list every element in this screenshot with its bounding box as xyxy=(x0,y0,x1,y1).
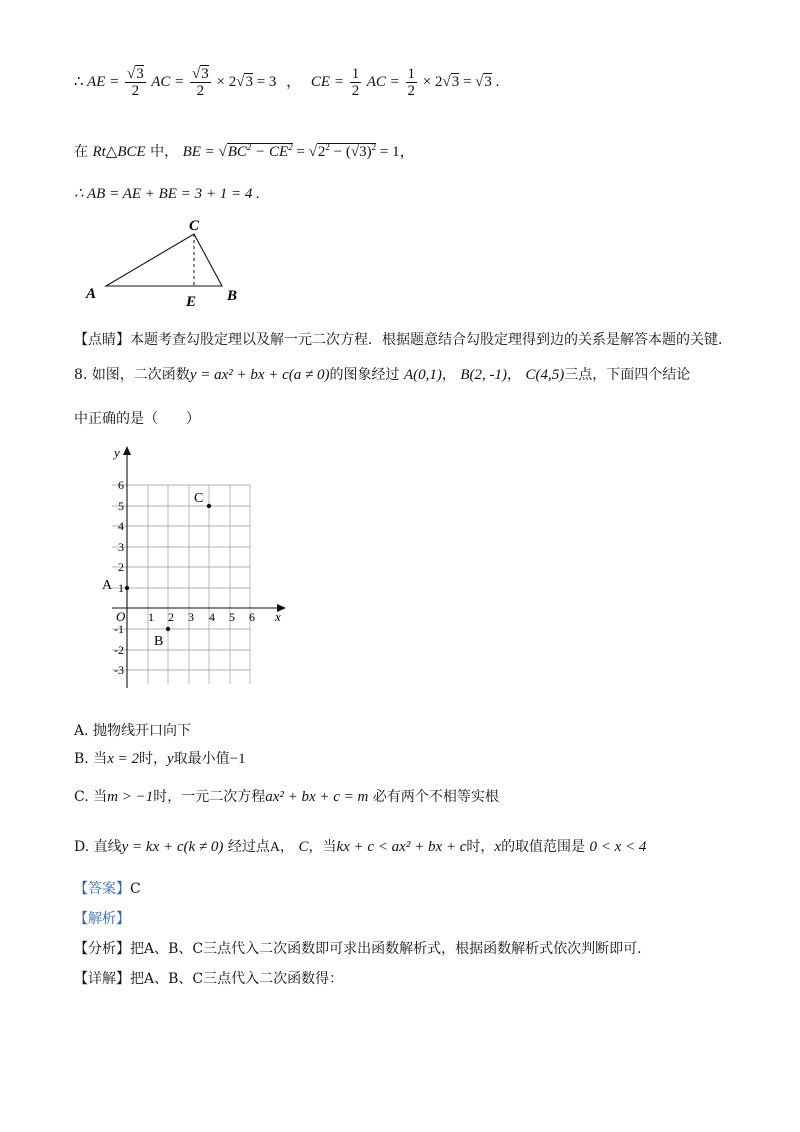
option-c xyxy=(74,786,499,806)
vertex-label-b: B xyxy=(227,288,238,304)
y-tick-labels xyxy=(114,478,124,677)
fenxi-tag: 【分析】 xyxy=(74,941,130,957)
xiangjie-line xyxy=(74,968,343,988)
dianjing-line xyxy=(74,329,732,349)
option-b-y: y xyxy=(166,751,174,767)
equation-ce: CE = $\frac{1}{2}$ AC = $\frac{1}{2}$ × 2√3 = √3 . xyxy=(310,66,500,99)
option-d-sep: ， xyxy=(279,839,294,855)
x-tick-6: 6 xyxy=(249,610,255,624)
option-d-x: x xyxy=(494,839,502,855)
point-c-label: C xyxy=(194,491,204,506)
option-b-math: x = 2 xyxy=(107,751,139,767)
x-tick-5: 5 xyxy=(229,610,235,624)
option-b-post: 取最小值 xyxy=(173,751,230,767)
point-b-dot xyxy=(166,627,170,631)
x-tick-4: 4 xyxy=(209,610,215,624)
question-text-3: 三点，下面四个结论 xyxy=(564,367,691,383)
option-d-pre: D. 直线 xyxy=(74,839,122,855)
y-tick-5: 5 xyxy=(118,499,124,513)
point-a-label: A xyxy=(102,578,113,593)
y-axis-label: y xyxy=(114,445,120,460)
dianjing-text: 本题考查勾股定理以及解一元二次方程．根据题意结合勾股定理得到边的关系是解答本题的关键． xyxy=(130,332,732,348)
x-axis-label: x xyxy=(275,609,281,624)
y-tick-1: 1 xyxy=(118,581,124,595)
coordinate-graph xyxy=(96,440,296,690)
point-b-coord: B(2, -1) xyxy=(460,367,507,383)
grid xyxy=(112,485,250,684)
dianjing-tag: 【点睛】 xyxy=(74,332,130,348)
option-d-line: y = kx + c(k ≠ 0) xyxy=(121,839,224,855)
option-d-when: ，当 xyxy=(308,839,337,855)
option-c-mid: 时，一元二次方程 xyxy=(153,789,266,805)
zai-text: 在 xyxy=(74,144,88,160)
origin-label: O xyxy=(116,609,126,624)
option-b xyxy=(74,748,246,768)
y-tick-6: 6 xyxy=(118,478,124,492)
xiangjie-text: 把A、B、C三点代入二次函数得： xyxy=(130,971,344,987)
x-tick-labels xyxy=(148,610,255,624)
point-a-dot xyxy=(125,586,129,590)
option-c-equation: ax² + bx + c = m xyxy=(265,789,369,805)
x-tick-3: 3 xyxy=(188,610,194,624)
option-c-math: m > −1 xyxy=(107,789,154,805)
equation-ae: AE = $\frac{√3}{2}$ AC = $\frac{√3}{2}$ × 2√3 = 3 xyxy=(87,66,277,99)
option-a: A. 抛物线开口向下 xyxy=(74,723,192,739)
point-b-label: B xyxy=(154,634,164,649)
option-b-value: −1 xyxy=(229,751,246,767)
answer-line xyxy=(74,878,141,898)
xiangjie-tag: 【详解】 xyxy=(74,971,130,987)
solution-line-ae-ce: ∴ AE = $\frac{√3}{2}$ AC = $\frac{√3}{2}$ × 2√3 = 3 ， CE = $\frac{1}{2}$ AC = $\frac{1}{2}$ × 2√3 = √3 . xyxy=(74,66,500,99)
vertex-label-a: A xyxy=(86,286,97,302)
solution-line-be xyxy=(74,140,415,161)
triangle-figure xyxy=(80,210,260,310)
x-tick-1: 1 xyxy=(148,610,154,624)
therefore-symbol: ∴ xyxy=(74,73,84,90)
option-d-point-a: A xyxy=(269,840,280,855)
question-number: 8. xyxy=(74,367,88,383)
point-a-coord: A(0,1) xyxy=(403,367,442,383)
y-tick-neg1: -1 xyxy=(114,622,124,636)
y-tick-neg2: -2 xyxy=(114,643,124,657)
question-8-line-2: 中正确的是（ ） xyxy=(74,411,200,427)
quadratic-function: y = ax² + bx + c(a ≠ 0) xyxy=(189,367,330,383)
option-d xyxy=(74,836,646,856)
vertex-label-c: C xyxy=(189,218,200,234)
question-text-1: 如图，二次函数 xyxy=(91,367,190,383)
option-c-pre: C. 当 xyxy=(74,789,108,805)
jiexi-tag: 【解析】 xyxy=(74,911,130,927)
option-d-range-text: 的取值范围是 xyxy=(501,839,586,855)
y-tick-2: 2 xyxy=(118,560,124,574)
y-tick-3: 3 xyxy=(118,540,124,554)
option-b-pre: B. 当 xyxy=(74,751,108,767)
option-d-range: 0 < x < 4 xyxy=(589,839,647,855)
option-d-point-c: C xyxy=(298,839,309,855)
fenxi-line xyxy=(74,938,651,958)
solution-line-ab: ∴ AB = AE + BE = 3 + 1 = 4 . xyxy=(74,186,260,202)
y-tick-neg3: -3 xyxy=(114,663,124,677)
equation-be: BE = $√BC^2 - CE^2 = √2^2 - (√3)^2 = 1$， xyxy=(182,142,415,160)
option-d-inequality: kx + c < ax² + bx + c xyxy=(336,839,467,855)
x-tick-2: 2 xyxy=(168,610,174,624)
triangle-name: Rt△BCE xyxy=(92,144,146,160)
point-c-dot xyxy=(207,504,211,508)
option-d-mid: 经过点 xyxy=(227,839,270,855)
y-tick-4: 4 xyxy=(118,519,124,533)
question-8-line-1: 8. 如图，二次函数y = ax² + bx + c(a ≠ 0)的图象经过 A(0,1)， B(2, -1)， C(4,5)三点，下面四个结论 xyxy=(74,367,691,383)
answer-tag: 【答案】 xyxy=(74,881,130,897)
fenxi-text: 把A、B、C三点代入二次函数即可求出函数解析式，根据函数解析式依次判断即可． xyxy=(130,941,652,957)
point-c-coord: C(4,5) xyxy=(525,367,565,383)
option-c-post: 必有两个不相等实根 xyxy=(372,789,499,805)
question-text-2: 的图象经过 xyxy=(329,367,400,383)
zhong-text: 中， xyxy=(150,144,179,160)
option-d-shi: 时， xyxy=(466,839,495,855)
vertex-label-e: E xyxy=(186,294,197,310)
answer-value: C xyxy=(130,881,141,897)
y-axis-arrow xyxy=(123,446,131,455)
option-b-mid: 时， xyxy=(138,751,167,767)
